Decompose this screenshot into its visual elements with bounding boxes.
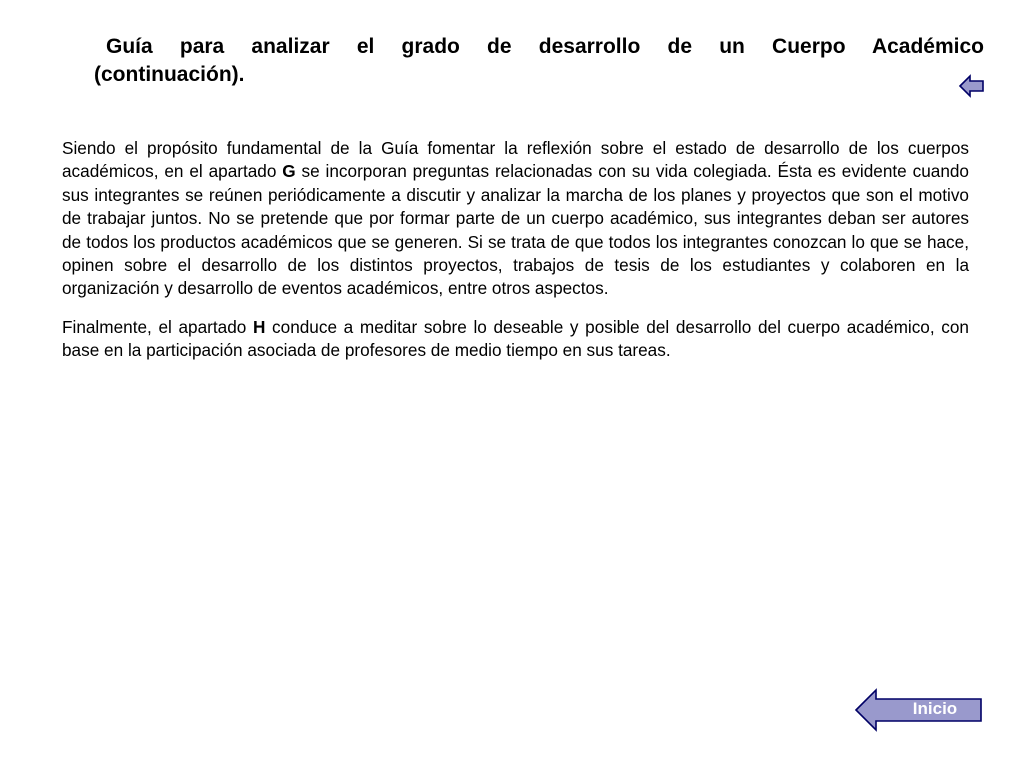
- slide-title: [94, 33, 984, 89]
- paragraph-1-text-b: se incorporan preguntas relacionadas con su vida colegiada. Ésta es evidente cuando sus integrantes se reúnen periódicamente a discutir y analizar la marcha de los planes y proyectos que son el motivo de trabajar juntos. No se pretende que por formar parte de un cuerpo académico, sus integrantes deban ser autores de todos los productos académicos que se generen. Si se trata de que todos los integrantes conozcan lo que se hace, opinen sobre el desarrollo de los distintos proyectos, trabajos de tesis de los estudiantes y colaboren en la organización y desarrollo de eventos académicos, entre otros aspectos.: [62, 161, 969, 299]
- back-arrow-icon: [958, 73, 986, 99]
- slide-title-line-2: (continuación).: [94, 63, 245, 86]
- paragraph-2: [62, 316, 969, 363]
- body-text: [62, 137, 969, 378]
- paragraph-1-bold: G: [282, 161, 296, 182]
- slide-title-line-1: Guía para analizar el grado de desarrollo de un Cuerpo Académico: [106, 35, 984, 58]
- back-button[interactable]: [958, 73, 986, 99]
- paragraph-2-text-b: conduce a meditar sobre lo deseable y posible del desarrollo del cuerpo académico, con base en la participación asociada de profesores de medio tiempo en sus tareas.: [62, 316, 969, 361]
- paragraph-1-text-a: Siendo el propósito fundamental de la Guía fomentar la reflexión sobre el estado de desarrollo de los cuerpos académicos, en el apartado: [62, 138, 969, 182]
- home-button-label: Inicio: [912, 699, 958, 718]
- home-button[interactable]: [854, 688, 984, 732]
- paragraph-1: [62, 137, 969, 301]
- paragraph-2-bold: H: [252, 316, 266, 337]
- paragraph-2-text-a: Finalmente, el apartado: [62, 316, 253, 337]
